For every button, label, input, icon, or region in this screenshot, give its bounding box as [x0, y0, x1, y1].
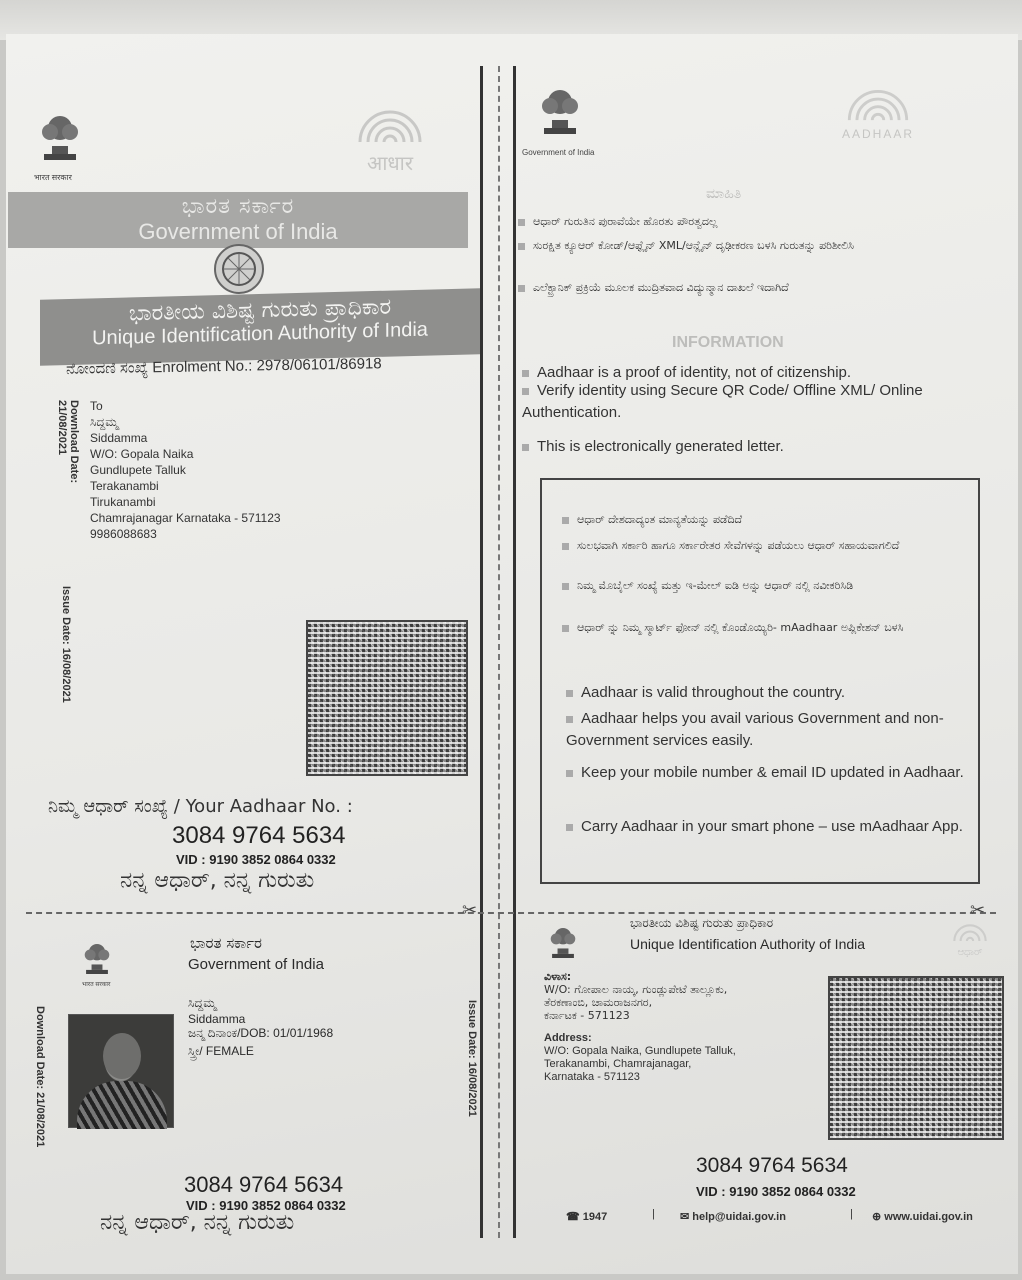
- bullet-icon: [566, 716, 573, 723]
- mail-icon: ✉: [680, 1211, 690, 1223]
- uidai-english: Unique Identification Authority of India: [92, 318, 428, 350]
- bullet-icon: [562, 517, 569, 524]
- bullet-icon: [562, 583, 569, 590]
- info-text: Verify identity using Secure QR Code/ Offline XML/ Online Authentication.: [522, 382, 923, 421]
- bullet-icon: [566, 824, 573, 831]
- holder-name: Siddamma: [188, 1012, 246, 1026]
- address-line: Chamrajanagar Karnataka - 571123: [90, 511, 281, 525]
- kannada-info-point: [518, 280, 888, 296]
- info-text: Aadhaar is a proof of identity, not of citizenship.: [537, 364, 852, 381]
- holder-photo: [68, 1014, 174, 1128]
- horizontal-cut-line: [26, 912, 996, 914]
- your-aadhaar-label: ನಿಮ್ಮ ಆಧಾರ್ ಸಂಖ್ಯೆ / Your Aadhaar No. :: [48, 796, 353, 817]
- kannada-address: [544, 970, 727, 1022]
- bullet-icon: [522, 370, 529, 377]
- info-point: [522, 380, 972, 424]
- box-text: Carry Aadhaar in your smart phone – use mAadhaar App.: [581, 818, 963, 835]
- website: [872, 1210, 973, 1223]
- card-uidai-kannada: ಭಾರತೀಯ ವಿಶಿಷ್ಟ ಗುರುತು ಪ್ರಾಧಿಕಾರ: [630, 916, 774, 930]
- globe-icon: ⊕: [872, 1211, 882, 1223]
- card-qr-code: [828, 976, 1004, 1140]
- box-point: [566, 708, 966, 752]
- address-line: Terakanambi, Chamrajanagar,: [544, 1058, 692, 1070]
- information-heading: INFORMATION: [672, 334, 784, 351]
- kannada-box-point: [562, 538, 962, 554]
- info-box: [540, 478, 980, 884]
- uidai-kannada: ಭಾರತೀಯ ವಿಶಿಷ್ಟ ಗುರುತು ಪ್ರಾಧಿಕಾರ: [128, 294, 392, 327]
- aadhaar-logo: [340, 98, 440, 176]
- gov-kannada: ಭಾರತ ಸರ್ಕಾರ: [181, 194, 295, 219]
- bullet-icon: [522, 444, 529, 451]
- emblem-icon: [538, 82, 582, 142]
- holder-dob: ಜನ್ಮ ದಿನಾಂಕ/DOB: 01/01/1968: [188, 1026, 334, 1040]
- vid-number: VID : 9190 3852 0864 0332: [176, 852, 336, 867]
- kannada-box-text: ನಿಮ್ಮ ಮೊಬೈಲ್ ಸಂಖ್ಯೆ ಮತ್ತು ಇ-ಮೇಲ್ ಐಡಿ ಅನ್ನು ಆಧಾರ್ ನಲ್ಲಿ ನವೀಕರಿಸಿಡಿ: [577, 579, 854, 592]
- email-text: help@uidai.gov.in: [692, 1211, 786, 1223]
- box-text: Aadhaar helps you avail various Government and non-Government services easily.: [566, 710, 944, 749]
- kannada-box-text: ಆಧಾರ್ ನ್ನು ನಿಮ್ಮ ಸ್ಮಾರ್ಟ್ ಫೋನ್ ನಲ್ಲಿ ಕೊಂಡೊಯ್ಯಿರಿ- mAadhaar ಅಪ್ಲಿಕೇಶನ್ ಬಳಸಿ: [577, 621, 904, 634]
- card-issue-date: Issue Date: 16/08/2021: [466, 1000, 478, 1117]
- helpline-number: 1947: [582, 1211, 608, 1223]
- kannada-info-point: [518, 238, 878, 254]
- kannada-info-text: ಆಧಾರ್ ಗುರುತಿನ ಪುರಾವೆಯೇ ಹೊರತು ಪೌರತ್ವದಲ್ಲ: [533, 215, 718, 228]
- address-line: ತೆರಕಣಾಂಬಿ, ಚಾಮರಾಜನಗರ,: [544, 996, 653, 1009]
- box-point: [566, 816, 966, 838]
- address-line: Karnataka - 571123: [544, 1071, 640, 1083]
- emblem-icon: [82, 938, 112, 980]
- aadhaar-number: 3084 9764 5634: [172, 822, 346, 849]
- website-text: www.uidai.gov.in: [884, 1211, 973, 1223]
- card-download-date: Download Date: 21/08/2021: [34, 1006, 46, 1148]
- scissors-icon: ✂: [462, 900, 478, 920]
- address-line: To: [90, 399, 103, 413]
- helpline: [566, 1210, 607, 1223]
- emblem-caption: Government of India: [522, 148, 595, 157]
- aadhaar-logo: [942, 918, 998, 958]
- bullet-icon: [566, 770, 573, 777]
- emblem-icon: [548, 922, 578, 964]
- kannada-box-text: ಸುಲಭವಾಗಿ ಸರ್ಕಾರಿ ಹಾಗೂ ಸರ್ಕಾರೇತರ ಸೇವೆಗಳನ್ನು ಪಡೆಯಲು ಆಧಾರ್ ಸಹಾಯವಾಗಲಿದೆ: [577, 539, 900, 552]
- enrolment-number: ನೋಂದಣಿ ಸಂಖ್ಯೆ Enrolment No.: 2978/06101/86918: [65, 355, 382, 378]
- bullet-icon: [518, 243, 525, 250]
- card-aadhaar-number: 3084 9764 5634: [696, 1154, 848, 1177]
- bullet-icon: [562, 543, 569, 550]
- address-line: Tirukanambi: [90, 495, 156, 509]
- box-point: [566, 762, 966, 784]
- kannada-info-heading: ಮಾಹಿತಿ: [706, 186, 742, 202]
- holder-name-kannada: ಸಿದ್ದಮ್ಮ: [188, 996, 217, 1010]
- address-line: ಸಿದ್ದಮ್ಮ: [90, 415, 119, 429]
- scissors-icon: ✂: [970, 900, 986, 920]
- english-address: [544, 1032, 736, 1084]
- address-line: Siddamma: [90, 431, 148, 445]
- address-label-kannada: ವಿಳಾಸ:: [544, 970, 572, 983]
- kannada-info-point: [518, 214, 878, 230]
- government-banner: [8, 192, 468, 248]
- address-line: W/O: ಗೋಪಾಲ ನಾಯ್ಕ, ಗುಂಡ್ಲುಪೇಟೆ ತಾಲ್ಲೂಕು,: [544, 983, 728, 996]
- kannada-info-text: ಸುರಕ್ಷಿತ ಕ್ಯೂಆರ್ ಕೋಡ್/ಆಫ್ಲೈನ್ XML/ಆನ್ಲೈನ್ ದೃಢೀಕರಣ ಬಳಸಿ ಗುರುತನ್ನು ಪರಿಶೀಲಿಸಿ: [533, 239, 855, 252]
- card-vid-number: VID : 9190 3852 0864 0332: [696, 1184, 856, 1199]
- address-line: Gundlupete Talluk: [90, 463, 186, 477]
- address-line: W/O: Gopala Naika, Gundlupete Talluk,: [544, 1045, 736, 1057]
- qr-code: [306, 620, 468, 776]
- card-gov-kannada: ಭಾರತ ಸರ್ಕಾರ: [190, 934, 262, 952]
- address-line: ಕರ್ನಾಟಕ - 571123: [544, 1009, 630, 1022]
- help-email: [680, 1210, 786, 1223]
- emblem-caption: भारत सरकार: [34, 173, 72, 182]
- info-text: This is electronically generated letter.: [537, 438, 784, 455]
- center-fold-divider: [480, 66, 516, 1238]
- card-aadhaar-number: 3084 9764 5634: [184, 1172, 344, 1197]
- recipient-address: [90, 398, 281, 542]
- card-uidai-english: Unique Identification Authority of India: [630, 936, 866, 952]
- card-tagline: ನನ್ನ ಆಧಾರ್, ನನ್ನ ಗುರುತು: [100, 1210, 295, 1235]
- bullet-icon: [518, 285, 525, 292]
- box-point: [566, 682, 966, 704]
- aadhaar-logo-text: ಆಧಾರ್: [957, 947, 983, 958]
- footer-separator: |: [652, 1208, 655, 1220]
- holder-gender: ಸ್ತ್ರೀ/ FEMALE: [188, 1044, 254, 1058]
- card-gov-english: Government of India: [188, 956, 324, 973]
- tagline: ನನ್ನ ಆಧಾರ್, ನನ್ನ ಗುರುತು: [120, 868, 315, 893]
- emblem-caption: भारत सरकार: [82, 982, 111, 988]
- phone-icon: ☎: [566, 1211, 580, 1223]
- download-date: Download Date: 21/08/2021: [56, 400, 80, 484]
- phone-number: 9986088683: [90, 527, 157, 541]
- kannada-box-text: ಆಧಾರ್ ದೇಶದಾದ್ಯಂತ ಮಾನ್ಯತೆಯನ್ನು ಪಡೆದಿದೆ: [577, 513, 743, 526]
- issue-date: Issue Date: 16/08/2021: [60, 586, 72, 703]
- card-vid-number: VID : 9190 3852 0864 0332: [186, 1198, 346, 1213]
- aadhaar-logo: [826, 78, 930, 141]
- bullet-icon: [522, 388, 529, 395]
- uidai-banner: [40, 288, 480, 366]
- box-text: Aadhaar is valid throughout the country.: [581, 684, 846, 701]
- gov-english: Government of India: [138, 219, 338, 244]
- bullet-icon: [566, 690, 573, 697]
- kannada-box-point: [562, 620, 962, 636]
- emblem-icon: [38, 108, 82, 168]
- info-point: [522, 436, 962, 458]
- aadhaar-logo-text: आधार: [366, 151, 414, 175]
- bullet-icon: [518, 219, 525, 226]
- box-text: Keep your mobile number & email ID updated in Aadhaar.: [581, 764, 964, 781]
- address-label: Address:: [544, 1032, 592, 1044]
- address-line: Terakanambi: [90, 479, 159, 493]
- aadhaar-logo-text: AADHAAR: [841, 127, 914, 141]
- ashoka-chakra-icon: [214, 244, 264, 294]
- kannada-info-text: ಎಲೆಕ್ಟ್ರಾನಿಕ್ ಪ್ರಕ್ರಿಯೆ ಮೂಲಕ ಮುದ್ರಿತವಾದ ವಿದ್ಯುನ್ಮಾನ ದಾಖಲೆ ಇದಾಗಿದೆ: [533, 281, 789, 294]
- kannada-box-point: [562, 512, 962, 528]
- address-line: W/O: Gopala Naika: [90, 447, 194, 461]
- footer-separator: |: [850, 1208, 853, 1220]
- kannada-box-point: [562, 578, 962, 594]
- bullet-icon: [562, 625, 569, 632]
